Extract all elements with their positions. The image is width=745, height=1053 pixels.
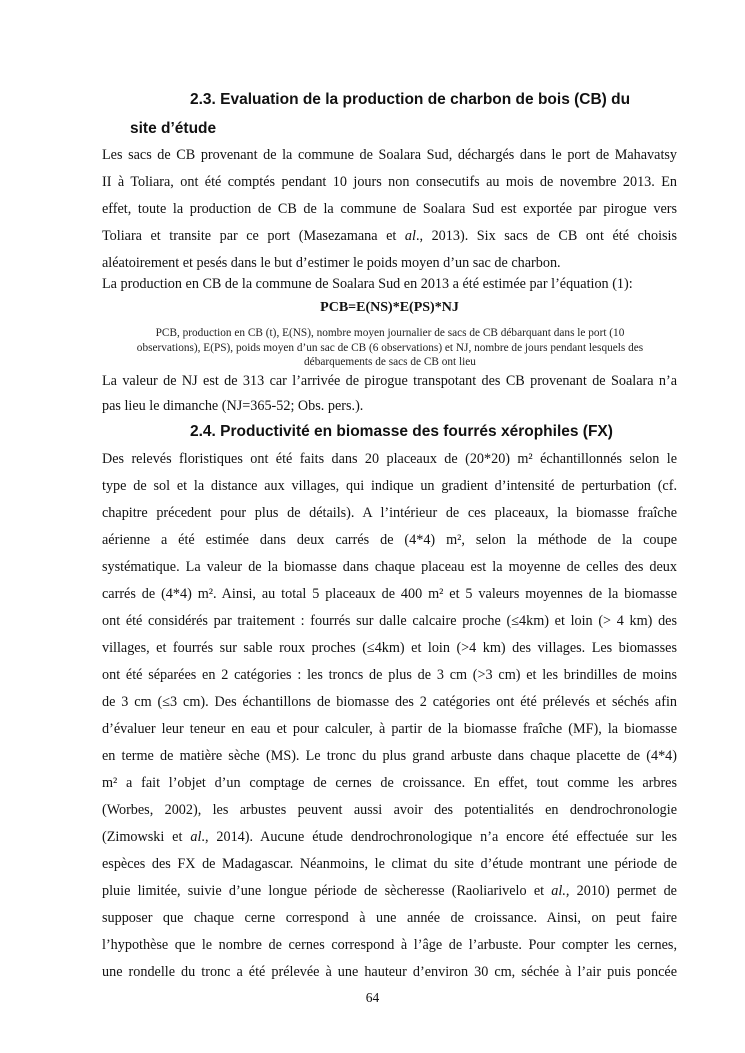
paragraph-line: (Zimowski et al., 2014). Aucune étude dendrochronologique n’a encore été effectuée sur les xyxy=(102,829,677,845)
paragraph-line: carrés de (4*4) m². Ainsi, au total 5 placeaux de 400 m² et 5 valeurs moyennes de la biomasse xyxy=(102,586,677,602)
equation-caption-line: débarquements de sacs de CB ont lieu xyxy=(304,356,476,368)
equation-caption-line: PCB, production en CB (t), E(NS), nombre moyen journalier de sacs de CB débarquant dans le port (10 xyxy=(155,327,625,339)
paragraph-line: villages, et fourrés sur sable roux proches (≤4km) et loin (>4 km) des villages. Les biomasses xyxy=(102,640,677,656)
paragraph-line: pluie limitée, suivie d’une longue période de sècheresse (Raoliarivelo et al., 2010) permet de xyxy=(102,883,677,899)
section-heading-2-3-line2: site d’étude xyxy=(130,120,217,137)
paragraph-line: d’évaluer leur teneur en eau et pour calculer, à partir de la biomasse fraîche (MF), la biomasse xyxy=(102,721,677,737)
paragraph-line: systématique. La valeur de la biomasse dans chaque placeau est la moyenne de celles des deux xyxy=(102,559,677,575)
equation: PCB=E(NS)*E(PS)*NJ xyxy=(320,300,459,315)
paragraph-line: ont été considérés par traitement : fourrés sur dalle calcaire proche (≤4km) et loin (> 4 km) des xyxy=(102,613,677,629)
paragraph-line: Les sacs de CB provenant de la commune de Soalara Sud, déchargés dans le port de Mahavatsy xyxy=(102,147,677,163)
paragraph-line: espèces des FX de Madagascar. Néanmoins, le climat du site d’étude montrant une période de xyxy=(102,856,677,872)
paragraph-line: Des relevés floristiques ont été faits dans 20 placeaux de (20*20) m² échantillonnés selon le xyxy=(102,451,677,467)
page-number: 64 xyxy=(365,990,380,1005)
paragraph-line: ont été séparées en 2 catégories : les troncs de plus de 3 cm (>3 cm) et les brindilles de moins xyxy=(102,667,677,683)
paragraph-line: aléatoirement et pesés dans le but d’estimer le poids moyen d’un sac de charbon. xyxy=(102,255,561,271)
paragraph-line: pas lieu le dimanche (NJ=365-52; Obs. pers.). xyxy=(102,398,364,414)
paragraph-line: II à Toliara, ont été comptés pendant 10 jours non consecutifs au mois de novembre 2013. En xyxy=(102,174,677,190)
section-heading-2-3-line1: 2.3. Evaluation de la production de charbon de bois (CB) du xyxy=(190,91,631,108)
paragraph-line: (Worbes, 2002), les arbustes peuvent aussi avoir des potentialités en dendrochronologie xyxy=(102,802,677,818)
paragraph-line: une rondelle du tronc a été prélevée à une hauteur d’environ 30 cm, séchée à l’air puis poncée xyxy=(102,964,677,980)
equation-caption-line: observations), E(PS), poids moyen d’un sac de CB (6 observations) et NJ, nombre de jours pendant lesquels des xyxy=(136,342,644,354)
paragraph-line: effet, toute la production de CB de la commune de Soalara Sud est exportée par pirogue vers xyxy=(102,201,677,217)
paragraph-line: type de sol et la distance aux villages, qui indique un gradient d’intensité de perturbation (cf. xyxy=(102,478,677,494)
paragraph-line: aérienne a été estimée dans deux carrés de (4*4) m², selon la méthode de la coupe xyxy=(102,532,677,548)
paragraph-line: chapitre précedent pour plus de détails). A l’intérieur de ces placeaux, la biomasse fraîche xyxy=(102,505,677,521)
paragraph-line: en terme de matière sèche (MS). Le tronc du plus grand arbuste dans chaque placette de (4*4) xyxy=(102,748,677,764)
paragraph-line: La valeur de NJ est de 313 car l’arrivée de pirogue transpotant des CB provenant de Soalara n’a xyxy=(102,373,677,389)
section-heading-2-4: 2.4. Productivité en biomasse des fourrés xérophiles (FX) xyxy=(190,423,613,440)
paragraph-line: supposer que chaque cerne correspond à une année de croissance. Ainsi, on peut faire xyxy=(102,910,677,926)
paragraph-line: de 3 cm (≤3 cm). Des échantillons de biomasse des 2 catégories ont été prélevés et séchés afin xyxy=(102,694,677,710)
paragraph-line: Toliara et transite par ce port (Masezamana et al., 2013). Six sacs de CB ont été choisis xyxy=(102,228,677,244)
paragraph-line: m² a fait l’objet d’un comptage de cernes de croissance. En effet, tout comme les arbres xyxy=(102,775,677,791)
paragraph-line: La production en CB de la commune de Soalara Sud en 2013 a été estimée par l’équation (1): xyxy=(102,276,633,292)
paragraph-line: l’hypothèse que le nombre de cernes correspond à l’âge de l’arbuste. Pour compter les cernes, xyxy=(102,937,677,953)
